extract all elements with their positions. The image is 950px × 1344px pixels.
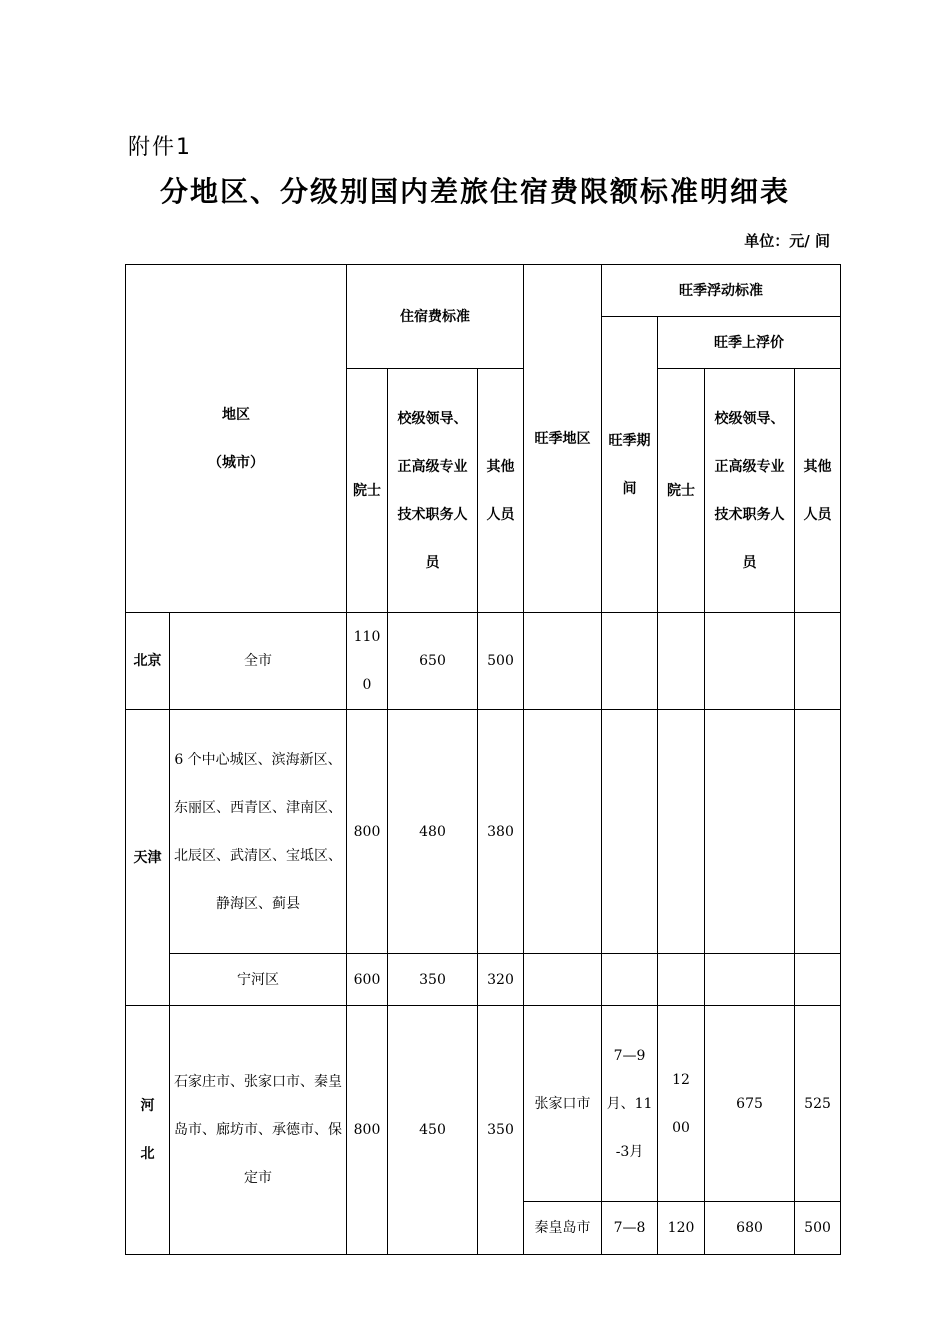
attachment-label: 附件1 xyxy=(128,135,192,160)
header-senior-peak: 校级领导、正高级专业技术职务人员 xyxy=(705,369,795,613)
senior-value: 650 xyxy=(388,613,478,710)
header-senior: 校级领导、正高级专业技术职务人员 xyxy=(388,369,478,613)
peak-senior-value xyxy=(705,710,795,954)
header-lodging: 住宿费标准 xyxy=(347,265,524,369)
academician-value: 600 xyxy=(347,954,388,1006)
peak-others-value xyxy=(795,710,841,954)
academician-value: 1100 xyxy=(347,613,388,710)
peak-period-cell xyxy=(602,613,658,710)
peak-senior-value: 680 xyxy=(705,1202,795,1255)
table-row xyxy=(126,1006,841,1202)
peak-academician-value: 120 xyxy=(658,1202,705,1255)
peak-region-cell xyxy=(524,954,602,1006)
peak-senior-value xyxy=(705,613,795,710)
city-cell: 宁河区 xyxy=(170,954,347,1006)
peak-academician-value xyxy=(658,613,705,710)
table-row xyxy=(126,710,841,954)
province-cell: 天津 xyxy=(126,710,170,1006)
header-academician: 院士 xyxy=(347,369,388,613)
table-row xyxy=(126,613,841,710)
header-peak-float: 旺季浮动标准 xyxy=(602,265,841,317)
peak-region-cell: 秦皇岛市 xyxy=(524,1202,602,1255)
peak-region-cell: 张家口市 xyxy=(524,1006,602,1202)
peak-others-value xyxy=(795,954,841,1006)
others-value: 350 xyxy=(478,1006,524,1255)
peak-period-cell: 7—9月、11-3月 xyxy=(602,1006,658,1202)
peak-others-value: 525 xyxy=(795,1006,841,1202)
peak-senior-value xyxy=(705,954,795,1006)
peak-others-value xyxy=(795,613,841,710)
header-academician-peak: 院士 xyxy=(658,369,705,613)
header-peak-period: 旺季期间 xyxy=(602,317,658,613)
province-cell: 北京 xyxy=(126,613,170,710)
senior-value: 350 xyxy=(388,954,478,1006)
others-value: 320 xyxy=(478,954,524,1006)
header-peak-region: 旺季地区 xyxy=(524,265,602,613)
city-cell: 6 个中心城区、滨海新区、东丽区、西青区、津南区、北辰区、武清区、宝坻区、静海区、蓟县 xyxy=(170,710,347,954)
academician-value: 800 xyxy=(347,710,388,954)
city-cell: 全市 xyxy=(170,613,347,710)
province-cell: 河北 xyxy=(126,1006,170,1255)
academician-value: 800 xyxy=(347,1006,388,1255)
unit-label: 单位：元/ 间 xyxy=(744,232,830,250)
peak-period-cell xyxy=(602,954,658,1006)
header-others: 其他人员 xyxy=(478,369,524,613)
header-peak-up: 旺季上浮价 xyxy=(658,317,841,369)
peak-senior-value: 675 xyxy=(705,1006,795,1202)
peak-period-cell: 7—8 xyxy=(602,1202,658,1255)
peak-period-cell xyxy=(602,710,658,954)
peak-region-cell xyxy=(524,613,602,710)
peak-academician-value xyxy=(658,954,705,1006)
header-region: 地区 （城市） xyxy=(126,265,347,613)
header-others-peak: 其他人员 xyxy=(795,369,841,613)
table-row xyxy=(126,954,841,1006)
senior-value: 450 xyxy=(388,1006,478,1255)
senior-value: 480 xyxy=(388,710,478,954)
peak-academician-value: 1200 xyxy=(658,1006,705,1202)
city-cell: 石家庄市、张家口市、秦皇岛市、廊坊市、承德市、保定市 xyxy=(170,1006,347,1255)
peak-region-cell xyxy=(524,710,602,954)
others-value: 500 xyxy=(478,613,524,710)
peak-academician-value xyxy=(658,710,705,954)
peak-others-value: 500 xyxy=(795,1202,841,1255)
page-title: 分地区、分级别国内差旅住宿费限额标准明细表 xyxy=(159,175,790,208)
lodging-standard-table xyxy=(125,264,841,1255)
others-value: 380 xyxy=(478,710,524,954)
